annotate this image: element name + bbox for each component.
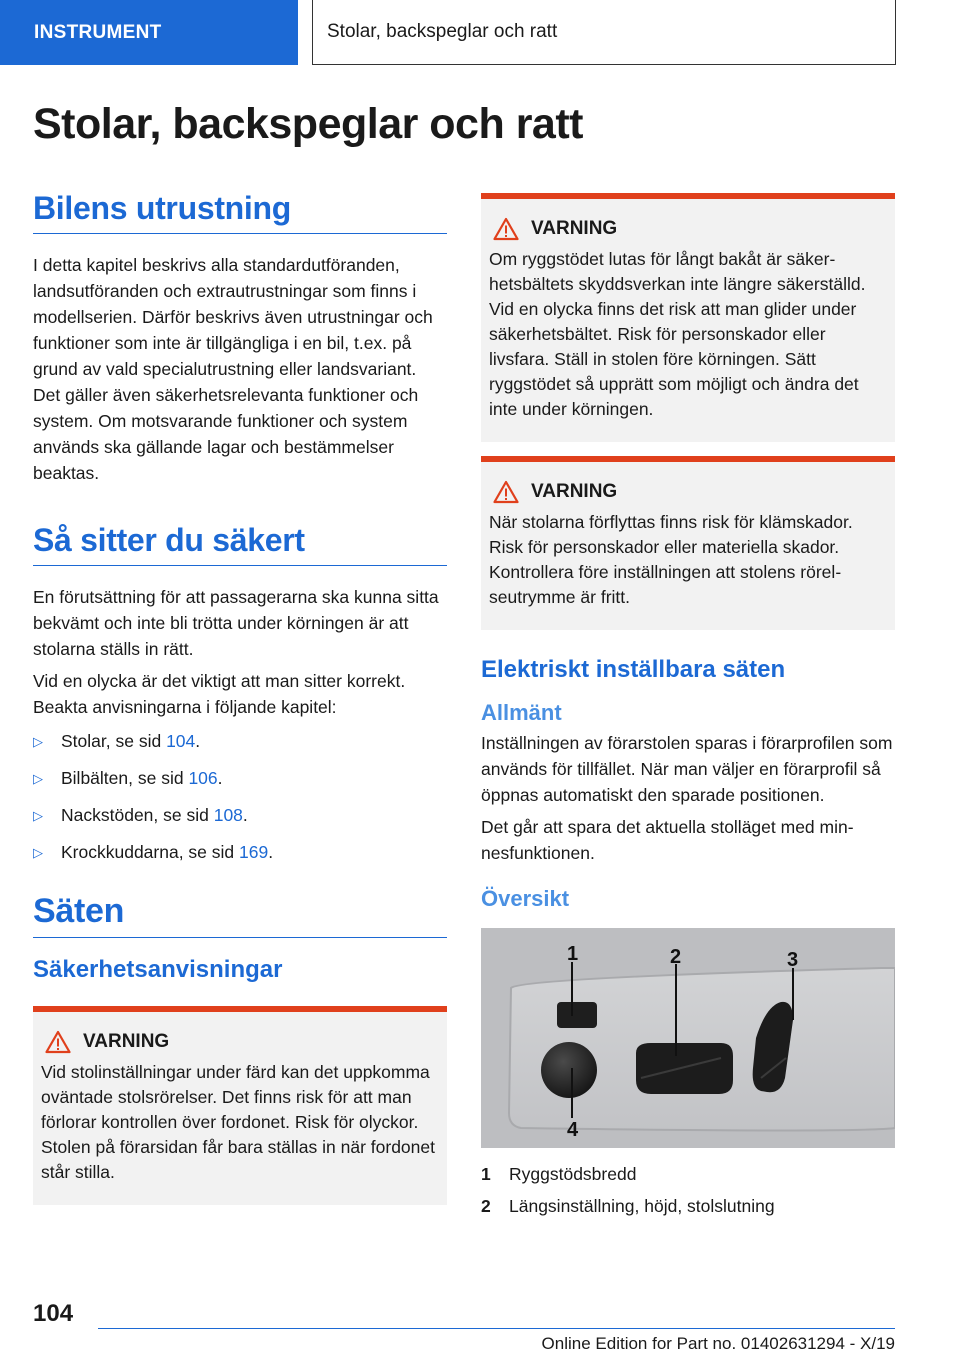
page-title: Stolar, backspeglar och ratt: [33, 100, 583, 148]
sitter-text-1: En förutsättning för att passagerarna ska kunna sitta bekvämt och inte bli trötta under körningen är att stolarna ställs in rätt.: [33, 587, 439, 659]
photo-legend: [481, 1158, 895, 1222]
warning-title: VARNING: [83, 1031, 170, 1052]
list-item: ▷ Nackstöden, se sid 108.: [33, 802, 447, 829]
warning-text: Om ryggstödet lutas för långt bakåt är säkerhetsbältets skyddsverkan inte längre säkerställd. Vid en olycka finns det risk att man glider under säkerhetsbältet. Risk för personskador eller livsfara. Ställ in stolen före körningen. Sätt ryggstödet så upprätt som möjligt och ändra det inte under körningen.: [489, 249, 866, 419]
section-tab-label: Stolar, backspeglar och ratt: [327, 21, 558, 42]
page-link[interactable]: 169: [239, 842, 269, 862]
sitter-text-2: Vid en olycka är det viktigt att man sitter korrekt. Beakta anvisningarna i följande kapitel:: [33, 671, 406, 717]
heading-bilens-utrustning: Bilens utrustning: [33, 190, 447, 234]
warning-box: [33, 1006, 447, 1205]
heading-elektriskt-installbara-saten: Elektriskt inställbara säten: [481, 656, 786, 683]
callout-3: 3: [787, 949, 799, 971]
page-link[interactable]: 104: [166, 731, 196, 751]
callout-4: 4: [567, 1119, 579, 1141]
section-tab: [312, 0, 896, 65]
page-number: 104: [33, 1300, 74, 1327]
warning-box: [481, 456, 895, 630]
legend-item: [481, 1190, 895, 1222]
triangle-bullet-icon: ▷: [33, 771, 43, 786]
heading-oversikt: Översikt: [481, 886, 570, 911]
right-column: [481, 193, 895, 1222]
seat-controls-illustration: [481, 928, 895, 1148]
allmant-text-2: Det går att spara det aktuella stolläget med minnesfunktionen.: [481, 817, 854, 863]
chapter-tab: [0, 0, 298, 65]
callout-1: 1: [567, 943, 579, 965]
warning-text: När stolarna förflyttas finns risk för klämskador. Risk för personskador eller materiella skador. Kontrollera före inställningen att stolens rörelseutrymme är fritt.: [489, 512, 853, 607]
legend-number: 2: [481, 1196, 491, 1216]
page-link[interactable]: 108: [213, 805, 243, 825]
footer-divider: [98, 1328, 895, 1329]
page-link[interactable]: 106: [188, 768, 218, 788]
left-column: [33, 190, 447, 1205]
triangle-bullet-icon: ▷: [33, 808, 43, 823]
seat-controls-photo: [481, 928, 895, 1148]
heading-saten: Säten: [33, 892, 447, 938]
heading-sa-sitter-du-sakert: Så sitter du säkert: [33, 522, 447, 566]
triangle-bullet-icon: ▷: [33, 845, 43, 860]
warning-triangle-icon: [493, 217, 519, 241]
allmant-text-1: Inställningen av förarstolen sparas i förarprofilen som används för tillfället. När man väljer en förarprofil så öppnas automatiskt den sparade positionen.: [481, 733, 893, 805]
chapter-tab-label: INSTRUMENT: [34, 21, 162, 43]
warning-title: VARNING: [531, 218, 618, 239]
legend-text: Längsinställning, höjd, stolslutning: [509, 1196, 775, 1216]
heading-sakerhetsanvisningar: Säkerhetsanvisningar: [33, 956, 283, 983]
legend-text: Ryggstödsbredd: [509, 1164, 637, 1184]
list-item: ▷ Krockkuddarna, se sid 169.: [33, 839, 447, 866]
legend-item: [481, 1158, 895, 1190]
list-item: ▷ Stolar, se sid 104.: [33, 728, 447, 755]
footer-edition: Online Edition for Part no. 01402631294 - X/19: [541, 1334, 895, 1353]
chapter-list: [33, 728, 447, 866]
warning-title: VARNING: [531, 481, 618, 502]
legend-number: 1: [481, 1164, 491, 1184]
bilens-text: I detta kapitel beskrivs alla standardutföranden, landsutföranden och extrautrustningar som finns i modellserien. Därför beskrivs även utrustningar och funktioner som inte är tillgängliga i en bil, t.ex. på grund av vald specialutrustning eller landsvariant. Det gäller även säkerhetsrelevanta funktioner och system. Om motsvarande funktioner och system används ska gällande lagar och bestämmelser beaktas.: [33, 255, 433, 483]
callout-2: 2: [670, 946, 682, 968]
warning-box: [481, 193, 895, 442]
warning-triangle-icon: [45, 1030, 71, 1054]
heading-allmant: Allmänt: [481, 700, 562, 725]
triangle-bullet-icon: ▷: [33, 734, 43, 749]
warning-text: Vid stolinställningar under färd kan det uppkomma oväntade stolsrörelser. Det finns risk för att man förlorar kontrollen över fordonet. Risk för olyckor. Stolen på förarsidan får bara ställas in när fordonet står stilla.: [41, 1062, 435, 1182]
warning-triangle-icon: [493, 480, 519, 504]
list-item: ▷ Bilbälten, se sid 106.: [33, 765, 447, 792]
